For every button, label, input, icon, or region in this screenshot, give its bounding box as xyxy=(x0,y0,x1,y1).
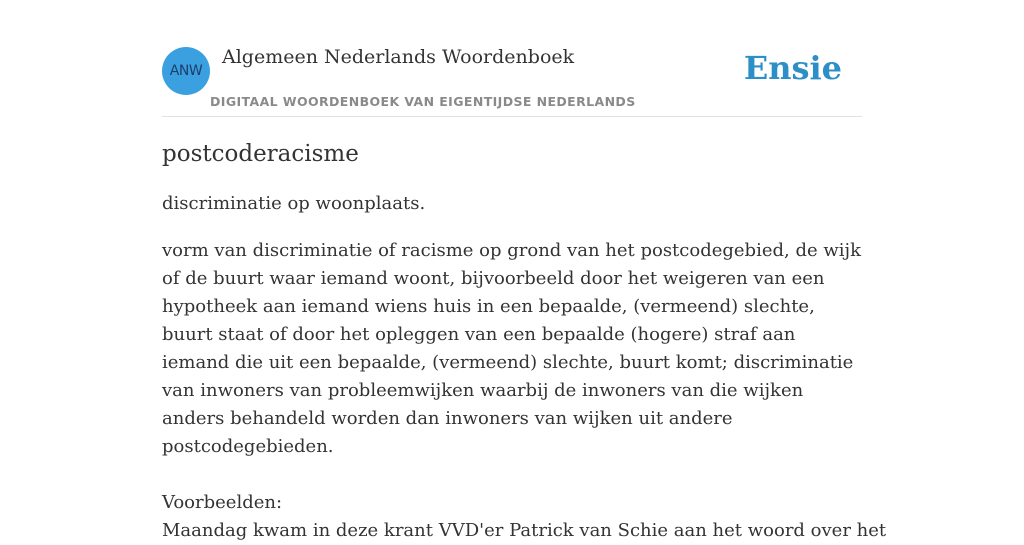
examples-label: Voorbeelden: xyxy=(162,492,283,513)
entry-content xyxy=(162,138,887,545)
site-header xyxy=(162,40,862,117)
site-subtitle: DIGITAAL WOORDENBOEK VAN EIGENTIJDSE NEDERLANDS xyxy=(210,94,636,109)
example-sentence: Maandag kwam in deze krant VVD'er Patrick van Schie aan het woord over het xyxy=(162,520,887,541)
short-definition: discriminatie op woonplaats. xyxy=(162,193,426,214)
site-title[interactable]: Algemeen Nederlands Woordenboek xyxy=(222,46,575,68)
anw-logo[interactable]: ANW xyxy=(162,47,210,95)
ensie-logo[interactable]: Ensie xyxy=(743,49,842,87)
long-definition: vorm van discriminatie of racisme op grond van het postcodegebied, de wijk of de buurt waar iemand woont, bijvoorbeeld door het weigeren van een hypotheek aan iemand wiens huis in een bepaalde, (vermeend) slechte, buurt staat of door het opleggen van een bepaalde (hogere) straf aan iemand die uit een bepaalde, (vermeend) slechte, buurt komt; discriminatie van inwoners van probleemwijken waarbij de inwoners van die wijken anders behandeld worden dan inwoners van wijken uit andere postcodegebieden. xyxy=(162,240,862,457)
headword: postcoderacisme xyxy=(162,141,359,167)
